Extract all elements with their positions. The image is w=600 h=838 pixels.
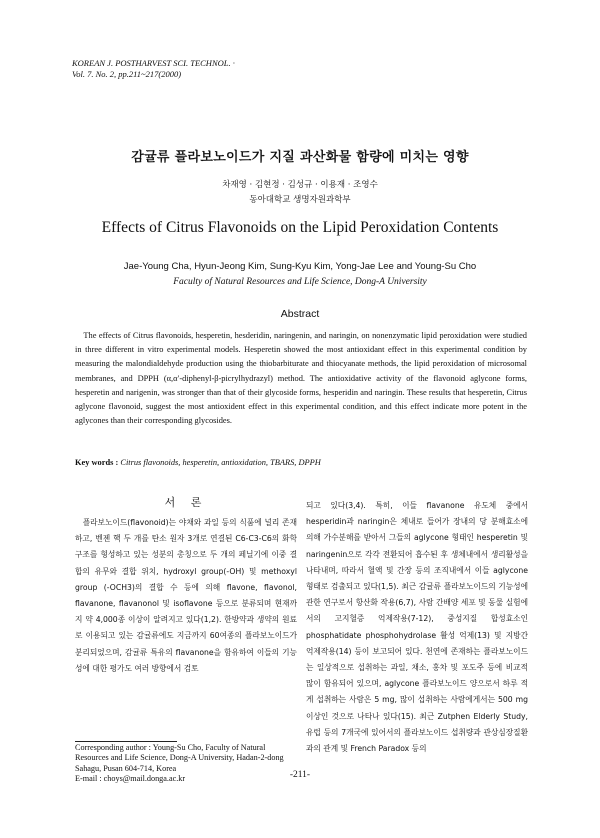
journal-volume: Vol. 7. No. 2, pp.211~217(2000) — [72, 69, 182, 79]
keywords-label: Key words : — [75, 458, 119, 467]
footnote-rule — [75, 741, 177, 742]
english-authors: Jae-Young Cha, Hyun-Jeong Kim, Sung-Kyu Kim, Yong-Jae Lee and Young-Su Cho — [123, 261, 477, 272]
english-title: Effects of Citrus Flavonoids on the Lipid Peroxidation Contents — [101, 219, 499, 236]
journal-header — [72, 58, 235, 80]
korean-authors: 차재영 · 김현정 · 김성규 · 이용재 · 조영수 — [222, 180, 378, 190]
left-column-text: 플라보노이드(flavonoid)는 야채와 과일 등의 식품에 널리 존재하고, 벤젠 핵 두 개를 탄소 원자 3개로 연결된 C6-C3-C6의 화학 구조를 형성하고 있는 성분의 총칭으로 두 개의 페닐기에 이중 결합의 유무와 결합 위치, hydroxyl group(-OH) 및 methoxyl group (-OCH3)의 결합 수 등에 의해 flavone, flavonol, flavanone, flavanonol 및 isoflavone 등으로 분류되며 현재까지 약 4,000종 이상이 알려지고 있다(1,2). 한방약과 생약의 원료로 이용되고 있는 감귤류에도 지금까지 60여종의 플라보노이드가 분리되었으며, 감귤류 특유의 flavanone을 함유하여 이들의 기능성에 대한 평가도 여러 방향에서 검토 — [75, 518, 297, 673]
footnote-email: E-mail : choys@mail.donga.ac.kr — [75, 774, 186, 784]
journal-name: KOREAN J. POSTHARVEST SCI. TECHNOL. · — [72, 58, 235, 68]
korean-affiliation: 동아대학교 생명자원과학부 — [249, 195, 351, 205]
section-heading-introduction: 서 론 — [164, 496, 208, 509]
keywords — [75, 458, 527, 467]
footnote-author: Corresponding author : Young-Su Cho, Faculty of Natural Resources and Life Science, Dong-A University, Hadan-2-dong Sahagu, Pusan 604-714, Korea — [75, 743, 284, 773]
page-number: -211- — [289, 770, 311, 780]
english-affiliation: Faculty of Natural Resources and Life Science, Dong-A University — [173, 277, 427, 287]
korean-title: 감귤류 플라보노이드가 지질 과산화물 함량에 미치는 영향 — [131, 150, 469, 165]
abstract-heading: Abstract — [280, 308, 320, 320]
keywords-text: Citrus flavonoids, hesperetin, antioxidation, TBARS, DPPH — [120, 458, 321, 467]
abstract-text: The effects of Citrus flavonoids, hesperetin, hesderidin, naringenin, and naringin, on nonenzymatic lipid peroxidation were studied in three different in vitro experimental models. Hesperetin showed the most antioxidant effect in this experimental condition by measuring the malondialdehyde production using the thiobarbiturate and thiocyanate methods, the lipid peroxidation of microsomal membranes, and DPPH (α,α′-diphenyl-β-picrylhydrazyl) method. The antioxidative activity of the flavonoid aglycone forms, hesperetin and narigenin, was stronger than that of their glycoside forms, hesperidin and naringin. These results that hesperetin, Citrus aglycone flavonoid, suggest the most antioxident effect in this experimental condition, and this effect indicate more potent in the aglycones than their corresponding glycosides. — [75, 331, 527, 426]
right-column-text: 되고 있다(3,4). 특히, 이들 flavanone 유도체 중에서 hesperidin과 naringin은 체내로 들어가 장내의 당 분해효소에 의해 가수분해를 받아서 그들의 aglycone 형태인 hesperetin 및 naringenin으로 각각 전환되어 흡수된 후 생체내에서 생리활성을 나타내며, 따라서 혈액 및 간장 등의 조직내에서 이들 aglycone 형태로 검출되고 있다(1,5). 최근 감귤류 플라보노이드의 기능성에 관한 연구로서 항산화 작용(6,7), 사람 간배양 세포 및 동물 실험에서의 고지혈증 억제작용(7-12), 중성지질 합성효소인 phosphatidate phosphohydrolase 활성 억제(13) 및 지방간 억제작용(14) 등이 보고되어 있다. 천연에 존재하는 플라보노이드는 일상적으로 섭취하는 과일, 채소, 홍차 및 포도주 등에 비교적 많이 함유되어 있으며, aglycone 플라보노이드 양으로서 하루 적게 섭취하는 사람은 5 mg, 많이 섭취하는 사람에게서는 500 mg 이상인 것으로 나타나 있다(15). 최근 Zutphen Elderly Study, 유럽 등의 7개국에 있어서의 플라보노이드 섭취량과 관상심장질환과의 관계 및 French Paradox 등의 — [306, 501, 528, 754]
